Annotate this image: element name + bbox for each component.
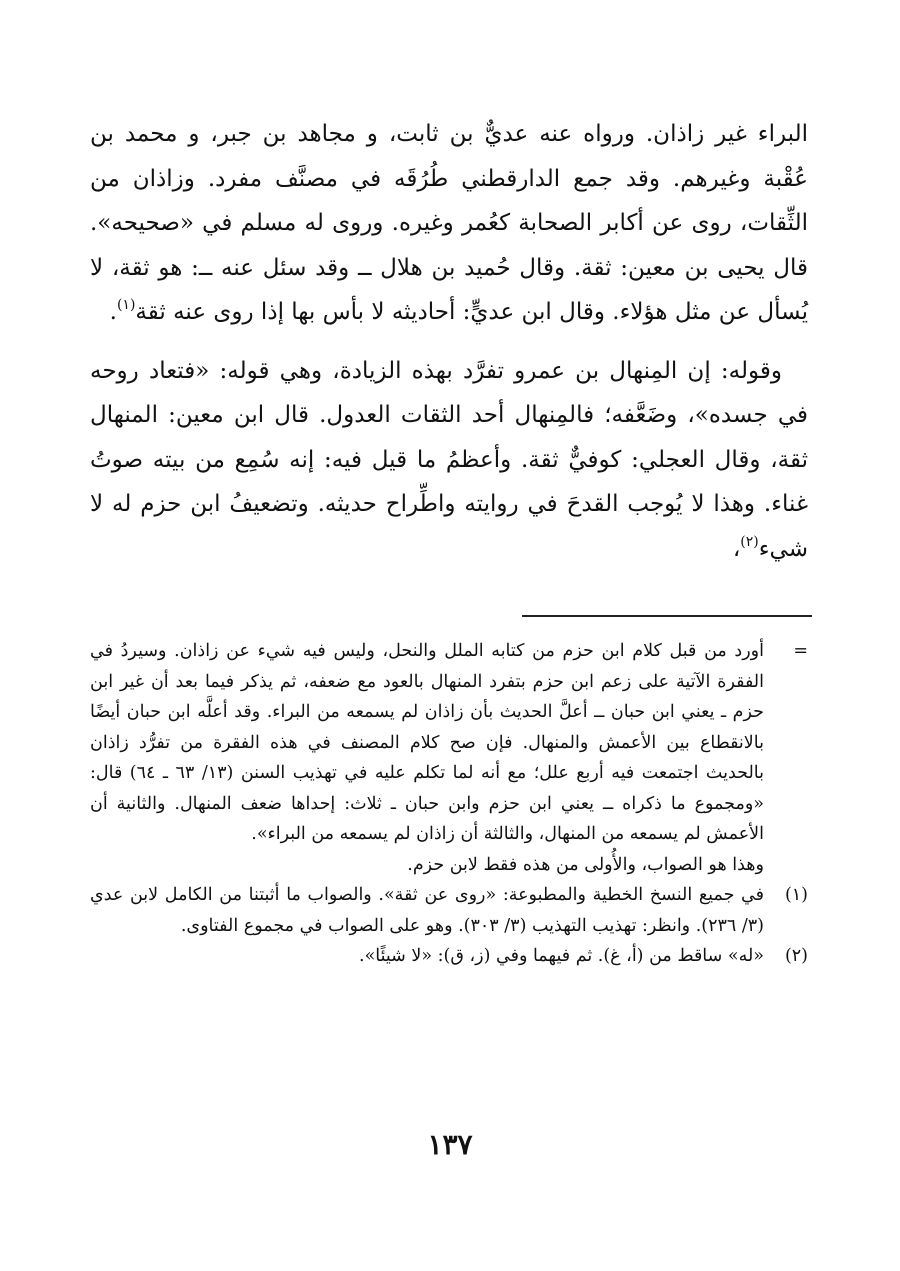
footnote-2-marker: (٢) [784, 946, 808, 966]
main-text [90, 112, 808, 571]
paragraph-2-end: ، [732, 535, 741, 562]
continuation-text: أورد من قبل كلام ابن حزم من كتابه الملل والنحل، وليس فيه شيء عن زاذان. وسيردُ في الفقرة الآتية على زعم ابن حزم بتفرد المنهال بالعود مع ضعفه، ثم يذكر فيما بعد أن غير ابن حزم ـ يعني ابن حبان ــ أعلَّ الحديث بأن زاذان لم يسمعه من البراء. وقد أعلَّه ابن حبان أيضًا بالانقطاع بين الأعمش والمنهال. فإن صح كلام المصنف في هذه الفقرة من تفرُّد زاذان بالحديث اجتمعت فيه أربع علل؛ مع أنه لما تكلم عليه في تهذيب السنن (١٣/ ٦٣ ـ ٦٤) قال: «ومجموع ما ذكراه ــ يعني ابن حزم وابن حبان ـ ثلاث: إحداها ضعف المنهال. والثانية أن الأعمش لم يسمعه من المنهال، والثالثة أن زاذان لم يسمعه من البراء». [90, 641, 764, 844]
paragraph-2 [90, 349, 808, 572]
footnotes [90, 636, 808, 972]
footnote-ref-1[interactable]: (١) [116, 297, 136, 313]
paragraph-1-text: البراء غير زاذان. ورواه عنه عديٌّ بن ثابت، و مجاهد بن جبر، و محمد بن عُقْبة وغيرهم. وقد جمع الدارقطني طُرُقَه في مصنَّف مفرد. وزاذان من الثِّقات، روى عن أكابر الصحابة كعُمر وغيره. وروى له مسلم في «صحيحه». قال يحيى بن معين: ثقة. وقال حُميد بن هلال ــ وقد سئل عنه ــ: هو ثقة، لا يُسأل عن مثل هؤلاء. وقال ابن عديٍّ: أحاديثه لا بأس بها إذا روى عنه ثقة [90, 121, 808, 325]
footnote-continuation [90, 636, 808, 880]
paragraph-1 [90, 112, 808, 335]
continuation-last-line: وهذا هو الصواب، والأُولى من هذه فقط لابن حزم. [407, 854, 764, 875]
footnote-2 [90, 941, 808, 972]
paragraph-1-end: . [109, 299, 117, 325]
footnote-1-text: في جميع النسخ الخطية والمطبوعة: «روى عن ثقة». والصواب ما أثبتنا من الكامل لابن عدي (٣/ ٢٣٦). وانظر: تهذيب التهذيب (٣/ ٣٠٣). وهو على الصواب في مجموع الفتاوى. [90, 885, 764, 936]
page-number: ١٣٧ [427, 1128, 473, 1161]
footnote-1-marker: (١) [784, 885, 808, 905]
footnote-1 [90, 880, 808, 941]
footnote-ref-2[interactable]: (٢) [740, 533, 759, 550]
footnote-2-text: «له» ساقط من (أ، غ). ثم فيهما وفي (ز، ق): «لا شيئًا». [359, 946, 764, 966]
paragraph-2-text: وقوله: إن المِنهال بن عمرو تفرَّد بهذه الزيادة، وهي قوله: «فتعاد روحه في جسده»، وضَعَّفه؛ فالمِنهال أحد الثقات العدول. قال ابن معين: المنهال ثقة، وقال العجلي: كوفيٌّ ثقة. وأعظمُ ما قيل فيه: إنه سُمِع من بيته صوتُ غناء. وهذا لا يُوجب القدحَ في روايته واطِّراح حديثه. وتضعيفُ ابن حزم له لا شيء [90, 357, 808, 562]
continuation-marker: = [793, 641, 808, 661]
footnote-separator [522, 615, 812, 617]
